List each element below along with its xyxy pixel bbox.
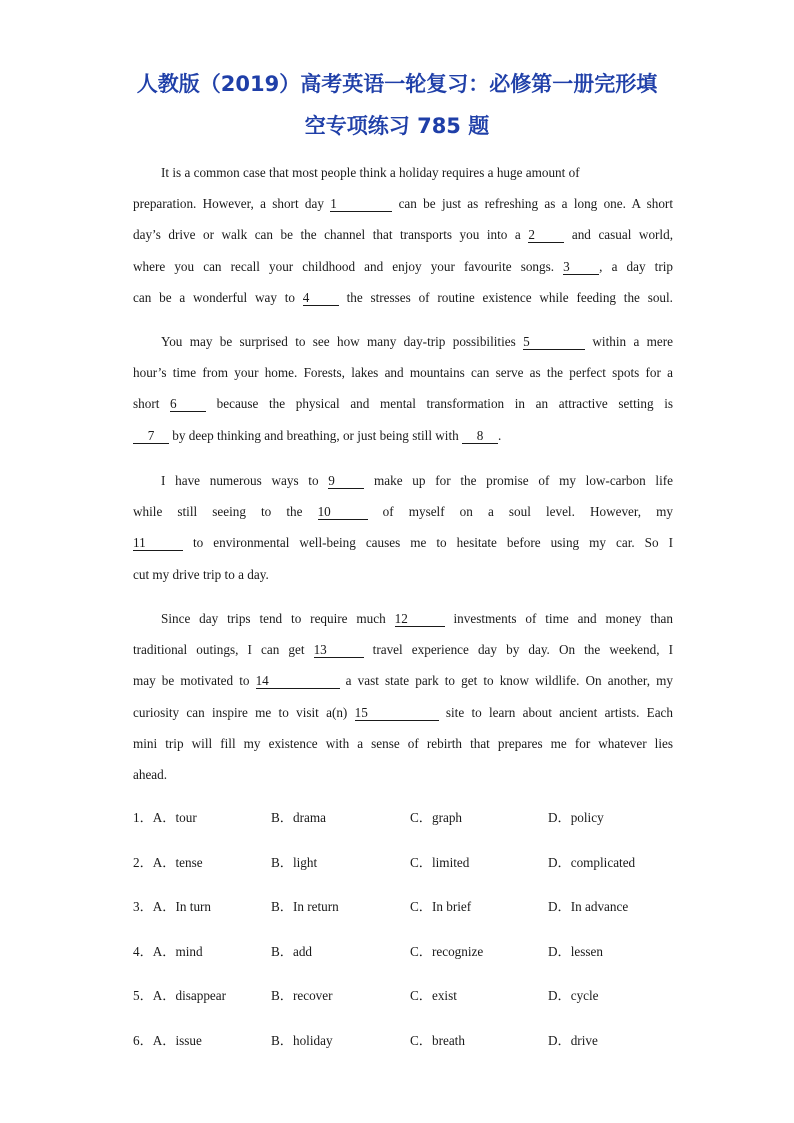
- blank-9: 9: [328, 473, 364, 489]
- passage-line: [133, 603, 673, 634]
- passage-line: [133, 496, 673, 527]
- question-row: [133, 893, 673, 938]
- line-text: by deep thinking and breathing, or just being still with: [169, 427, 463, 443]
- passage-line: [133, 420, 673, 451]
- option-b: B．recover: [271, 988, 333, 1004]
- line-text: preparation. However, a short day: [133, 196, 331, 212]
- blank-13: 13: [314, 642, 364, 658]
- option-a: 2．A．tense: [133, 854, 203, 870]
- question-row: [133, 982, 673, 1027]
- line-text: .: [498, 427, 502, 443]
- line-text: hour’s time from your home. Forests, lakes and mountains can serve as the perfect spots for a: [133, 365, 673, 381]
- passage-line: [133, 465, 673, 496]
- option-d: D．In advance: [548, 899, 629, 915]
- page-title-line-1: 人教版（2019）高考英语一轮复习：必修第一册完形填: [136, 72, 658, 96]
- options-list: [133, 804, 673, 1072]
- option-c: C．In brief: [410, 899, 472, 915]
- blank-12: 12: [395, 611, 445, 627]
- line-text: where you can recall your childhood and enjoy your favourite songs.: [133, 258, 564, 274]
- option-a: 1．A．tour: [133, 810, 197, 825]
- passage-line: [133, 219, 673, 250]
- passage-line: [133, 188, 673, 219]
- line-text: I have numerous ways to: [161, 473, 329, 488]
- question-row: [133, 938, 673, 983]
- line-text: mini trip will fill my existence with a sense of rebirth that prepares me for whatever lies: [133, 735, 673, 751]
- passage-line: [133, 665, 673, 696]
- line-text: to environmental well-being causes me to hesitate before using my car. So I: [183, 535, 673, 551]
- passage-line: [133, 251, 673, 282]
- option-b: B．drama: [271, 810, 326, 825]
- passage-line: [133, 357, 673, 388]
- blank-5: 5: [523, 334, 585, 350]
- question-row: [133, 804, 673, 849]
- option-c: C．breath: [410, 1032, 465, 1048]
- passage-line: [133, 728, 673, 759]
- option-a: 3．A．In turn: [133, 899, 212, 915]
- line-text: day’s drive or walk can be the channel that transports you into a: [133, 227, 529, 243]
- blank-6: 6: [170, 396, 206, 412]
- line-text: ahead.: [133, 766, 168, 782]
- blank-8: 8: [462, 428, 498, 444]
- line-text: , a day trip: [599, 258, 673, 274]
- line-text: because the physical and mental transformation in an attractive setting is: [206, 396, 674, 412]
- blank-4: 4: [303, 290, 339, 306]
- line-text: Since day trips tend to require much: [161, 611, 395, 626]
- passage-line: [133, 388, 673, 419]
- option-d: D．lessen: [548, 943, 603, 959]
- option-d: D．policy: [548, 810, 604, 825]
- passage-line: [133, 759, 673, 790]
- option-d: D．complicated: [548, 854, 636, 870]
- line-text: make up for the promise of my low-carbon life: [364, 473, 674, 488]
- blank-14: 14: [256, 673, 340, 689]
- option-a: 5．A．disappear: [133, 988, 227, 1004]
- line-text: curiosity can inspire me to visit a(n): [133, 704, 355, 720]
- option-a: 6．A．issue: [133, 1032, 202, 1048]
- line-text: investments of time and money than: [444, 611, 673, 626]
- blank-11: 11: [133, 535, 183, 551]
- line-text: site to learn about ancient artists. Each: [438, 704, 673, 720]
- blank-15: 15: [355, 705, 439, 721]
- paragraph-1: [133, 157, 673, 313]
- line-text: travel experience day by day. On the weekend, I: [363, 642, 673, 658]
- option-c: C．recognize: [410, 943, 484, 959]
- paragraph-2: [133, 326, 673, 451]
- blank-2: 2: [528, 227, 564, 243]
- line-text: within a mere: [585, 334, 673, 349]
- line-text: the stresses of routine existence while feeding the soul.: [338, 289, 673, 305]
- passage-line: [133, 282, 673, 313]
- passage-line: [133, 157, 673, 188]
- line-text: can be a wonderful way to: [133, 289, 303, 305]
- option-b: B．light: [271, 854, 318, 870]
- passage-line: [133, 326, 673, 357]
- passage-line: [133, 697, 673, 728]
- question-row: [133, 849, 673, 894]
- passage-line: [133, 527, 673, 558]
- option-b: B．In return: [271, 899, 339, 915]
- option-d: D．cycle: [548, 988, 599, 1004]
- line-text: while still seeing to the: [133, 504, 318, 520]
- line-text: of myself on a soul level. However, my: [367, 504, 673, 520]
- option-a: 4．A．mind: [133, 943, 203, 959]
- line-text: can be just as refreshing as a long one. A short: [392, 196, 673, 212]
- option-c: C．graph: [410, 810, 463, 825]
- paragraph-3: [133, 465, 673, 590]
- line-text: a vast state park to get to know wildlife. On another, my: [339, 673, 673, 689]
- page-title-line-2: 空专项练习 785 题: [304, 114, 490, 138]
- blank-3: 3: [563, 259, 599, 275]
- option-c: C．limited: [410, 854, 470, 870]
- question-row: [133, 1027, 673, 1072]
- option-b: B．holiday: [271, 1032, 333, 1048]
- line-text: It is a common case that most people think a holiday requires a huge amount of: [161, 165, 580, 180]
- passage-line: [133, 634, 673, 665]
- line-text: You may be surprised to see how many day-trip possibilities: [161, 334, 524, 349]
- option-d: D．drive: [548, 1032, 598, 1048]
- line-text: may be motivated to: [133, 673, 256, 689]
- line-text: and casual world,: [564, 227, 673, 243]
- blank-1: 1: [330, 196, 392, 212]
- paragraph-4: [133, 603, 673, 790]
- line-text: cut my drive trip to a day.: [133, 566, 269, 582]
- blank-7: 7: [133, 428, 169, 444]
- line-text: short: [133, 396, 171, 412]
- passage-line: [133, 559, 673, 590]
- option-b: B．add: [271, 943, 313, 959]
- option-c: C．exist: [410, 988, 457, 1004]
- line-text: traditional outings, I can get: [133, 642, 314, 658]
- blank-10: 10: [318, 504, 368, 520]
